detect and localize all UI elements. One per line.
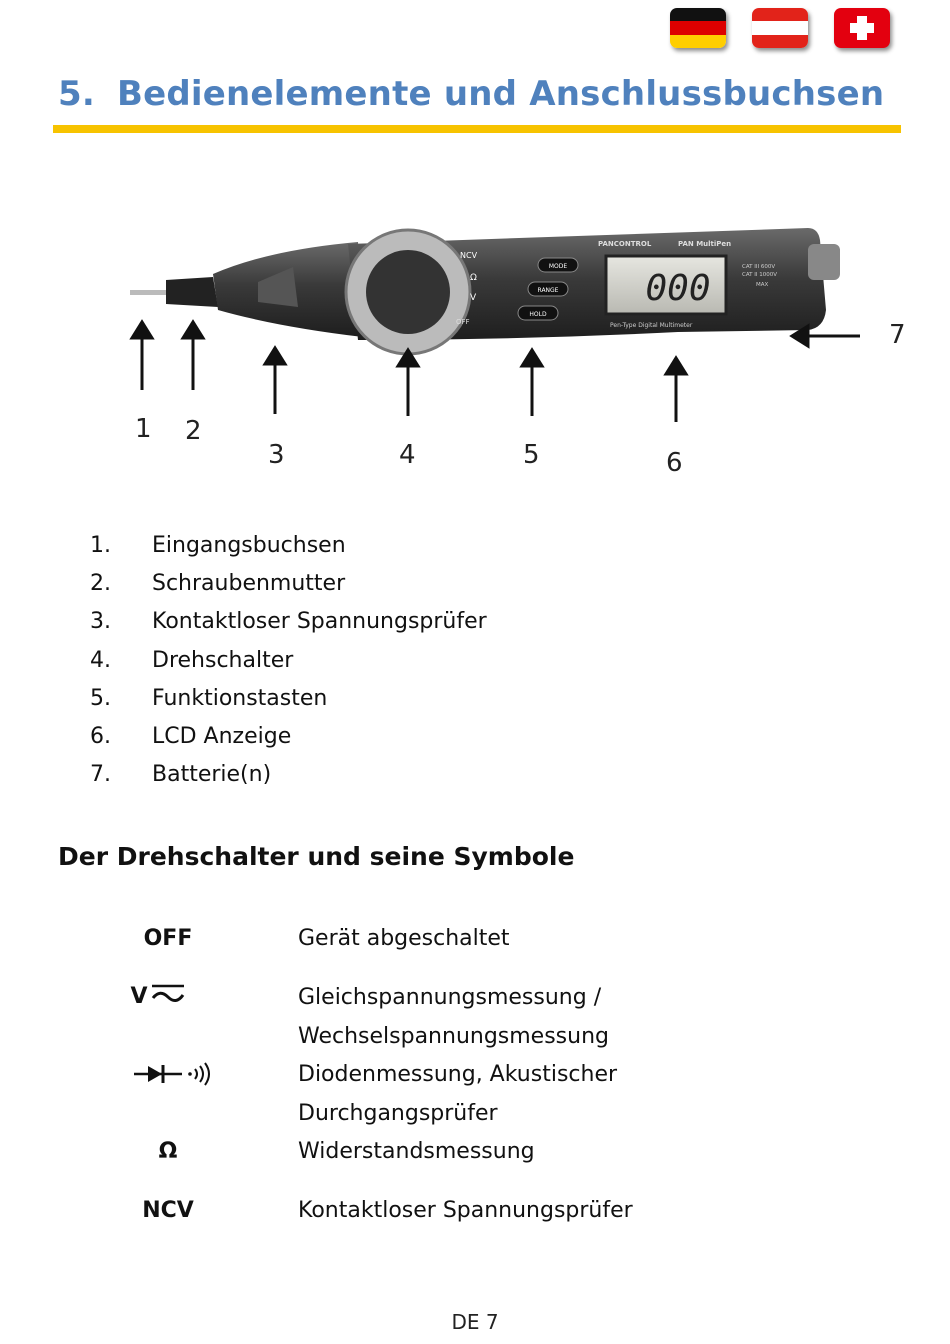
- list-item-label: Eingangsbuchsen: [152, 532, 346, 558]
- description-line: Widerstandsmessung: [298, 1139, 535, 1164]
- list-item-number: 2.: [90, 570, 111, 596]
- language-flags: [670, 8, 890, 48]
- description-line: Kontaktloser Spannungsprüfer: [298, 1198, 633, 1223]
- description-line: Gleichspannungsmessung /: [298, 985, 602, 1010]
- dial-label-off: OFF: [456, 318, 470, 326]
- lcd-readout: 000: [645, 268, 711, 309]
- cat-rating-1: CAT III 600V: [742, 264, 776, 270]
- brand-label: PANCONTROL: [598, 240, 652, 248]
- list-item: [90, 603, 487, 641]
- max-label: MAX: [756, 282, 769, 288]
- symbol-description: [298, 1133, 798, 1172]
- callout-2: 2: [185, 416, 202, 446]
- list-item-label: Schraubenmutter: [152, 570, 346, 596]
- ac-dc-voltage-icon: [118, 983, 198, 1009]
- list-item: [90, 564, 487, 602]
- symbol-description: [298, 1192, 798, 1231]
- multimeter-illustration: [118, 222, 918, 482]
- symbol-volt: V: [130, 984, 148, 1009]
- symbol-ohm: Ω: [158, 1139, 178, 1164]
- callout-7: 7: [889, 320, 906, 350]
- page-number: DE 7: [451, 1310, 499, 1334]
- symbols-heading: Der Drehschalter und seine Symbole: [58, 842, 575, 871]
- list-item-label: Kontaktloser Spannungsprüfer: [152, 609, 487, 635]
- callout-6: 6: [666, 448, 683, 478]
- list-item-label: Drehschalter: [152, 647, 294, 673]
- list-item: [90, 526, 487, 564]
- section-heading: [58, 74, 884, 114]
- device-subtitle: Pen-Type Digital Multimeter: [610, 322, 693, 329]
- list-item: [90, 679, 487, 717]
- germany-flag-icon: [670, 8, 726, 48]
- list-item: [90, 641, 487, 679]
- list-item-number: 5.: [90, 685, 111, 711]
- parts-list: [90, 526, 487, 794]
- description-line: Diodenmessung, Akustischer: [298, 1062, 618, 1087]
- description-line: Durchgangsprüfer: [298, 1100, 498, 1126]
- callout-3: 3: [268, 440, 285, 470]
- description-line: Gerät abgeschaltet: [298, 926, 510, 951]
- list-item-number: 7.: [90, 762, 111, 788]
- symbol-description: [298, 979, 798, 1056]
- austria-flag-icon: [752, 8, 808, 48]
- symbol-description: [298, 920, 798, 959]
- mode-button-label: MODE: [548, 263, 568, 270]
- dial-label-ncv: NCV: [460, 251, 478, 260]
- switzerland-flag-icon: [834, 8, 890, 48]
- list-item-label: LCD Anzeige: [152, 724, 292, 750]
- list-item-number: 3.: [90, 609, 111, 635]
- diode-continuity-icon: [128, 1062, 218, 1092]
- list-item-number: 6.: [90, 724, 111, 750]
- callout-1: 1: [135, 414, 152, 444]
- list-item-label: Funktionstasten: [152, 685, 328, 711]
- list-item-label: Batterie(n): [152, 762, 272, 788]
- dial-label-volt: V: [470, 293, 477, 303]
- list-item: [90, 756, 487, 794]
- hold-button-label: HOLD: [529, 311, 547, 318]
- list-item: [90, 717, 487, 755]
- probe-tip: [130, 290, 168, 295]
- heading-rule: [53, 125, 901, 133]
- range-button-label: RANGE: [537, 287, 559, 294]
- dial-label-ohm: Ω: [470, 273, 477, 283]
- symbol-off: OFF: [143, 926, 193, 951]
- callout-5: 5: [523, 440, 540, 470]
- nut-shape: [166, 277, 218, 307]
- symbol-ncv: NCV: [142, 1198, 194, 1223]
- model-label: PAN MultiPen: [678, 240, 732, 248]
- section-title: Bedienelemente und Anschlussbuchsen: [116, 74, 885, 114]
- cat-rating-2: CAT II 1000V: [742, 272, 778, 278]
- section-number: 5.: [58, 74, 95, 114]
- list-item-number: 1.: [90, 532, 111, 558]
- callout-4: 4: [399, 440, 416, 470]
- symbol-description: [298, 1056, 798, 1133]
- list-item-number: 4.: [90, 647, 111, 673]
- description-line: Wechselspannungsmessung: [298, 1023, 609, 1049]
